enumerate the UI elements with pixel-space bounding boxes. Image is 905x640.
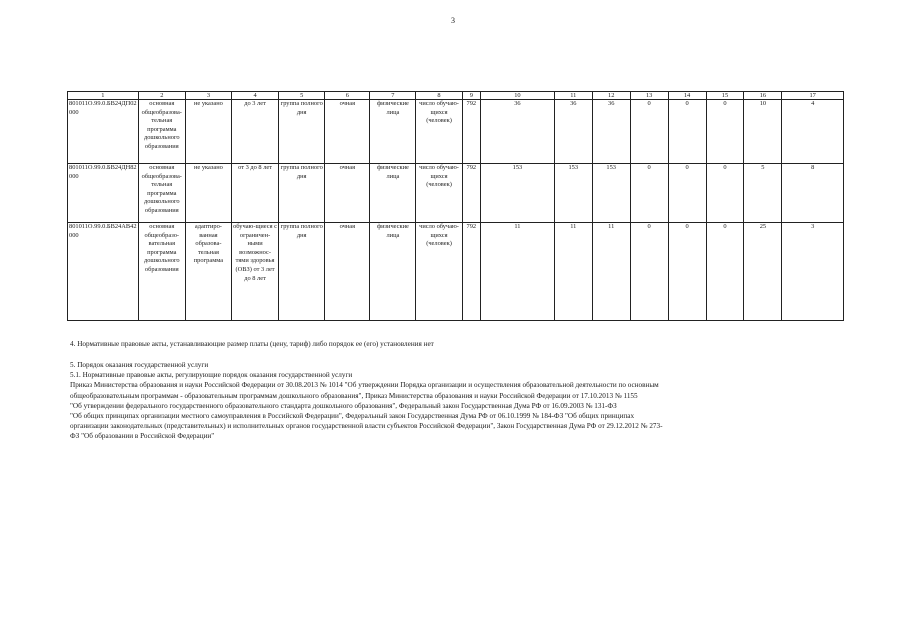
table-cell: 3 (782, 223, 844, 321)
table-cell: 0 (706, 223, 744, 321)
table-cell: 792 (462, 100, 480, 164)
table-cell: 801011О.99.0.БВ24ДП02000 (68, 100, 139, 164)
table-cell: 5 (744, 164, 782, 223)
regulation-line-6: ФЗ "Об образовании в Российской Федерации" (70, 432, 215, 441)
regulation-line-5: организации законодательных (представительных) и исполнительных органов государственной власти субъектов Российской Федерации", Закон Государственная Дума РФ от 29.12.2012 № 273- (70, 422, 663, 431)
column-header: 6 (325, 92, 370, 100)
table-cell: число обучаю-щихся (человек) (416, 164, 462, 223)
table-cell: очная (325, 164, 370, 223)
column-header: 2 (138, 92, 185, 100)
section-5-heading: 5. Порядок оказания государственной услуги (70, 361, 209, 369)
service-table (67, 91, 844, 321)
table-cell: 25 (744, 223, 782, 321)
regulation-line-1: Приказ Министерства образования и науки Российской Федерации от 30.08.2013 № 1014 "Об утверждении Порядка организации и осуществления образовательной деятельности по основным (70, 381, 659, 390)
table-cell: 36 (481, 100, 555, 164)
table-cell: от 3 до 8 лет (231, 164, 278, 223)
table-cell: 0 (630, 100, 668, 164)
table-cell: 792 (462, 164, 480, 223)
regulation-line-4: "Об общих принципах организации местного самоуправления в Российской Федерации", Федеральный закон Государственная Дума РФ от 06.10.1999 № 184-ФЗ "Об общих принципах (70, 412, 635, 421)
table-cell: 0 (630, 164, 668, 223)
table-cell: 36 (554, 100, 592, 164)
table-row (68, 100, 844, 164)
table-cell: 10 (744, 100, 782, 164)
table-cell: обучаю-щиеся с ограничен-ными возможнос-тями здоровья (ОВЗ) от 3 лет до 8 лет (231, 223, 278, 321)
table-cell: 792 (462, 223, 480, 321)
table-cell: 801011О.99.0.БВ24АВ42000 (68, 223, 139, 321)
table-cell: 0 (668, 223, 706, 321)
table-cell: 153 (481, 164, 555, 223)
column-header: 4 (231, 92, 278, 100)
table-row (68, 164, 844, 223)
table-cell: физические лица (370, 164, 416, 223)
column-header: 8 (416, 92, 462, 100)
table-cell: основная общеобразова-тельная программа дошкольного образования (138, 164, 185, 223)
table-cell: 0 (668, 164, 706, 223)
column-header: 3 (185, 92, 231, 100)
column-header: 1 (68, 92, 139, 100)
table-cell: 801011О.99.0.БВ24ДН82000 (68, 164, 139, 223)
table-cell: 0 (706, 164, 744, 223)
table-row (68, 223, 844, 321)
table-cell: 11 (481, 223, 555, 321)
column-header: 16 (744, 92, 782, 100)
column-header: 7 (370, 92, 416, 100)
column-header: 17 (782, 92, 844, 100)
column-header: 5 (279, 92, 325, 100)
column-header: 14 (668, 92, 706, 100)
table-cell: группа полного дня (279, 223, 325, 321)
table-cell: 0 (630, 223, 668, 321)
table-cell: до 3 лет (231, 100, 278, 164)
table-cell: 0 (706, 100, 744, 164)
column-header: 11 (554, 92, 592, 100)
table-cell: 36 (592, 100, 630, 164)
column-header: 15 (706, 92, 744, 100)
table-cell: группа полного дня (279, 164, 325, 223)
table-cell: не указано (185, 164, 231, 223)
table-cell: 11 (554, 223, 592, 321)
column-header: 12 (592, 92, 630, 100)
regulation-line-3: "Об утверждении федерального государственного образовательного стандарта дошкольного образования", Федеральный закон Государственная Дума РФ от 16.09.2003 № 131-ФЗ (70, 401, 617, 410)
table-cell: основная общеобразова-тельная программа дошкольного образования (138, 100, 185, 164)
table-cell: физические лица (370, 100, 416, 164)
table-cell: число обучаю-щихся (человек) (416, 223, 462, 321)
table-cell: 153 (592, 164, 630, 223)
section-4-text: 4. Нормативные правовые акты, устанавливающие размер платы (цену, тариф) либо порядок ее (его) установления нет (70, 340, 434, 348)
table-cell: 11 (592, 223, 630, 321)
section-4-block (70, 339, 850, 349)
table-cell: очная (325, 100, 370, 164)
table-cell: физические лица (370, 223, 416, 321)
table-cell: 4 (782, 100, 844, 164)
table-cell: 153 (554, 164, 592, 223)
page-number: 3 (451, 16, 455, 25)
table-cell: основная общеобразо-вательная программа дошкольного образования (138, 223, 185, 321)
section-5-1-heading: 5.1. Нормативные правовые акты, регулирующие порядок оказания государственной услуги (70, 371, 353, 380)
table-header-row (68, 92, 844, 100)
table-cell: адаптиро-ванная образова-тельная программа (185, 223, 231, 321)
column-header: 13 (630, 92, 668, 100)
column-header: 10 (481, 92, 555, 100)
table-cell: группа полного дня (279, 100, 325, 164)
table-cell: 8 (782, 164, 844, 223)
section-5-block (70, 360, 850, 442)
table-cell: число обучаю-щихся (человек) (416, 100, 462, 164)
table-cell: не указано (185, 100, 231, 164)
table-cell: очная (325, 223, 370, 321)
column-header: 9 (462, 92, 480, 100)
table-cell: 0 (668, 100, 706, 164)
regulation-line-2: общеобразовательным программам - образовательным программам дошкольного образования", Приказ Министерства образования и науки Российской Федерации от 17.10.2013 № 1155 (70, 391, 638, 400)
